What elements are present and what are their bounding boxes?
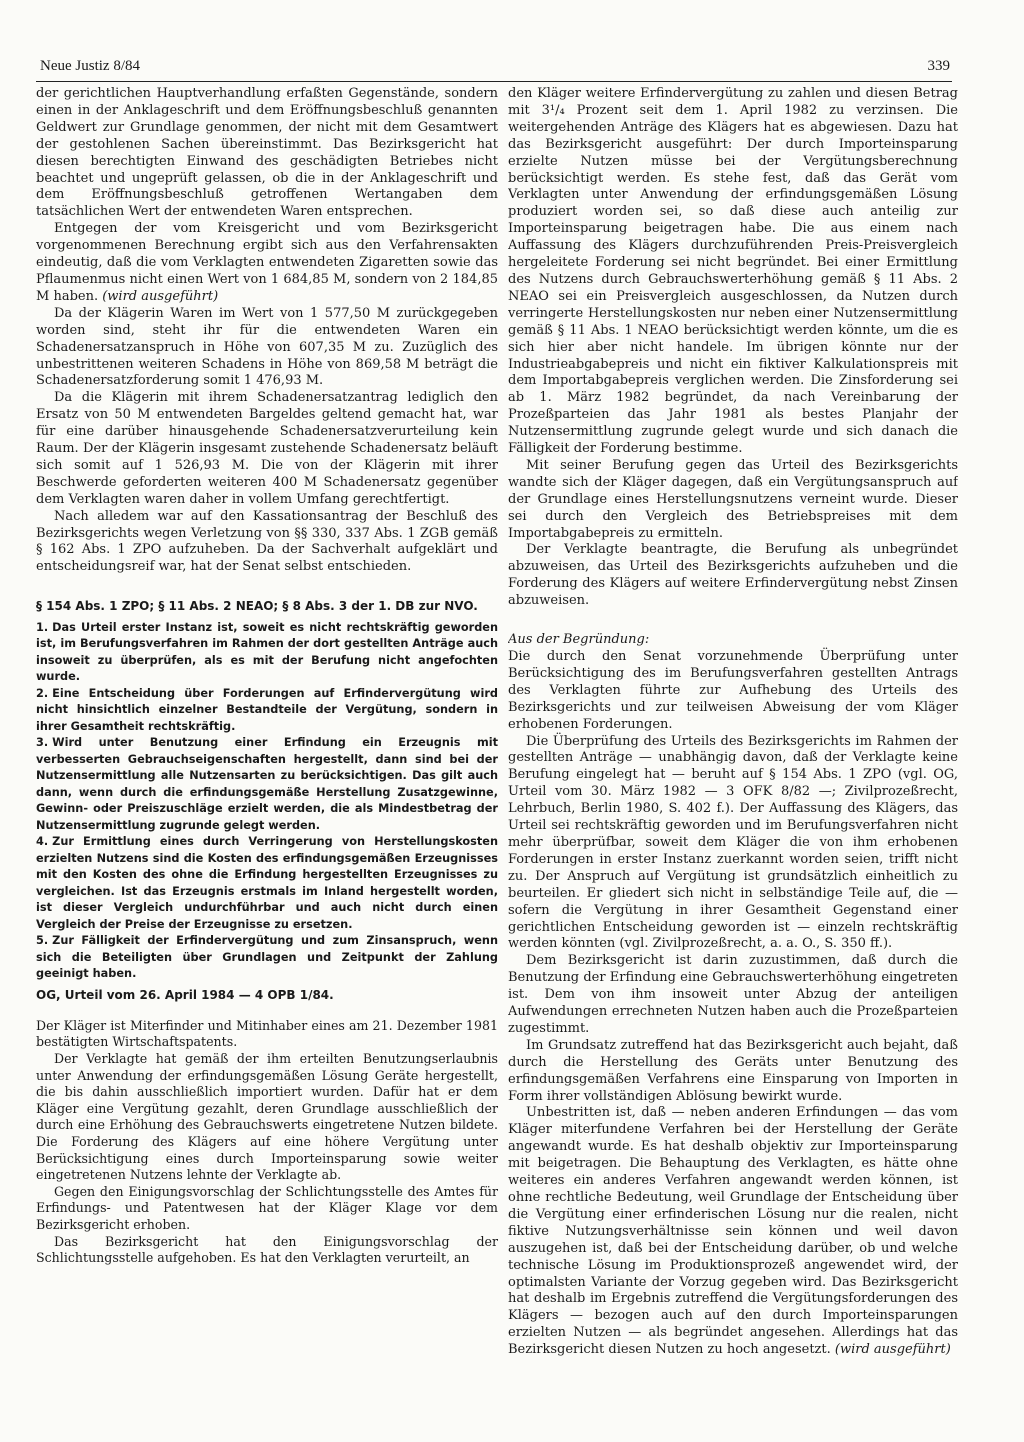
reasons-heading: Aus der Begründung: [508, 632, 650, 648]
paragraph: Da der Klägerin Waren im Wert von 1 577,50 M zurückgegeben worden sind, steht ihr für die entwendeten Waren ein Schadenersatzanspruch in Höhe von 607,35 M zu. Zuzüglich des unbestrittenen weiteren Schadens in Höhe von 869,58 M beträgt die Schadenersatzforderung somit 1 476,93 M. [36, 305, 498, 389]
italic-remark: (wird ausgeführt) [102, 288, 219, 304]
guiding-sentence: 4. Zur Ermittlung eines durch Verringerung von Herstellungskosten erzielten Nutzens sind die Kosten des erfindungsgemäßen Erzeugnisses mit den Kosten des ohne die Erfindung hergestellten Erzeugnisses zu vergleichen. Ist das Erzeugnis erstmals im Inland hergestellt worden, ist dieser Vergleich undurchführbar und auch nicht durch einen Vergleich der Preise der Erzeugnisse zu ersetzen. [36, 835, 498, 931]
paragraph: Das Bezirksgericht hat den Einigungsvorschlag der Schlichtungsstelle aufgehoben. Es hat den Verklagten verurteilt, an [36, 1233, 498, 1266]
paragraph: Die durch den Senat vorzunehmende Überprüfung unter Berücksichtigung des im Berufungsverfahren gestellten Antrags des Verklagten führte zur Aufhebung des Urteils des Bezirksgerichts und zur teilweisen Abweisung der vom Kläger erhobenen Forderungen. [508, 649, 958, 732]
paragraph: der gerichtlichen Hauptverhandlung erfaßten Gegenstände, sondern einen in der Anklageschrift und dem Eröffnungsbeschluß genannten Geldwert zur Grundlage genommen, der nicht mit dem Gesamtwert der gestohlenen Sachen übereinstimmt. Das Bezirksgericht hat diesen berechtigten Einwand des geschädigten Betriebes nicht beachtet und ungeprüft gelassen, ob die in der Anklageschrift und dem Eröffnungsbeschluß getroffenen Wertangaben dem tatsächlichen Wert der entwendeten Waren entsprechen. [36, 86, 498, 220]
right-column [508, 86, 958, 1414]
paragraph: Der Verklagte beantragte, die Berufung als unbegründet abzuweisen, das Urteil des Bezirksgerichts aufzuheben und die Forderung des Klägers auf weitere Erfindervergütung nebst Zinsen abzuweisen. [508, 542, 958, 609]
running-header [40, 58, 950, 80]
paragraph: Unbestritten ist, daß — neben anderen Erfindungen — das vom Kläger miterfundene Verfahren bei der Herstellung der Geräte angewandt wurde. Es hat deshalb objektiv zur Importeinsparung mit beigetragen. Die Behauptung des Verklagten, es hätte ohne weiteres ein anderes Verfahren angewandt werden können, ist ohne rechtliche Bedeutung, weil Grundlage der Entscheidung über die Vergütung einer erfinderischen Lösung nur die realen, nicht fiktive Nutzungsverhältnisse sein können und weil davon auszugehen ist, daß bei der Entscheidung darüber, ob und welche technische Lösung im Produktionsprozeß angewendet wird, der optimalsten Variante der Vorzug gegeben wird. Das Bezirksgericht hat deshalb im Ergebnis zutreffend die Vergütungsforderungen des Klägers — bezogen auch auf den durch Importeinsparungen erzielten Nutzen — als begründet angesehen. Allerdings hat das Bezirksgericht diesen Nutzen zu hoch angesetzt. (wird ausgeführt) [508, 1105, 958, 1358]
paragraph: Dem Bezirksgericht ist darin zuzustimmen, daß durch die Benutzung der Erfindung eine Gebrauchswerterhöhung eingetreten ist. Dem von ihm insoweit unter Abzug der anteiligen Aufwendungen errechneten Nutzen haben auch die Prozeßparteien zugestimmt. [508, 953, 958, 1036]
paragraph: Mit seiner Berufung gegen das Urteil des Bezirksgerichts wandte sich der Kläger dagegen, daß ein Vergütungsanspruch auf der Grundlage eines Herstellungsnutzens verneint wurde. Dieser sei durch den Vergleich des Betriebspreises mit dem Importabgabepreis zu ermitteln. [508, 457, 958, 541]
paragraph: Nach alledem war auf den Kassationsantrag der Beschluß des Bezirksgerichts wegen Verletzung von §§ 330, 337 Abs. 1 ZGB gemäß § 162 Abs. 1 ZPO aufzuheben. Da der Sachverhalt aufgeklärt und entscheidungsreif war, hat der Senat selbst entschieden. [36, 508, 498, 575]
page-number: 339 [927, 58, 950, 74]
paragraph: den Kläger weitere Erfindervergütung zu zahlen und diesen Betrag mit 3¹/₄ Prozent seit dem 1. April 1982 zu verzinsen. Die weitergehenden Anträge des Klägers hat es abgewiesen. Dazu hat das Bezirksgericht ausgeführt: Der durch Importeinsparung erzielte Nutzen müsse bei der Vergütungsberechnung berücksichtigt werden. Es stehe fest, daß das Gerät vom Verklagten unter Anwendung der erfindungsgemäßen Lösung produziert worden sei, so daß diese auch anteilig zur Importeinsparung beigetragen habe. Die aus einem nach Auffassung des Klägers durchzuführenden Preis-Preisvergleich hergeleitete Forderung sei nicht begründet. Bei einer Ermittlung des Nutzens durch Gebrauchswerterhöhung gemäß § 11 Abs. 2 NEAO sei ein Preisvergleich ausgeschlossen, da Nutzen durch verringerte Herstellungskosten nur neben einer Nutzensermittlung gemäß § 11 Abs. 1 NEAO berücksichtigt werden könnte, um die es sich hier aber nicht handele. Im übrigen könnte nur der Industrieabgabepreis und nicht ein fiktiver Kalkulationspreis mit dem Importabgabepreis verglichen werden. Die Zinsforderung sei ab 1. März 1982 begründet, da nach Vereinbarung der Prozeßparteien das Jahr 1981 als bestes Planjahr der Nutzensermittlung zugrunde gelegt wurde und sich danach die Fälligkeit der Forderung bestimme. [508, 86, 958, 457]
court-citation: OG, Urteil vom 26. April 1984 — 4 OPB 1/84. [36, 987, 334, 1002]
guiding-sentence: 2. Eine Entscheidung über Forderungen auf Erfindervergütung wird nicht hinsichtlich einzelner Bestandteile der Vergütung, sondern in ihrer Gesamtheit rechtskräftig. [36, 686, 498, 733]
header-rule [36, 81, 952, 82]
paragraph: Entgegen der vom Kreisgericht und vom Bezirksgericht vorgenommenen Berechnung ergibt sich aus den Verfahrensakten eindeutig, daß die vom Verklagten entwendeten Zigaretten sowie das Pflaumenmus nicht einen Wert von 1 684,85 M, sondern von 2 184,85 M haben. (wird ausgeführt) [36, 221, 498, 304]
journal-title: Neue Justiz 8/84 [40, 58, 140, 74]
left-column [36, 86, 498, 1414]
paragraph: Gegen den Einigungsvorschlag der Schlichtungsstelle des Amtes für Erfindungs- und Patentwesen hat der Kläger Klage vor dem Bezirksgericht erhoben. [36, 1183, 498, 1232]
italic-remark: (wird ausgeführt) [834, 1342, 951, 1358]
guiding-sentence: 5. Zur Fälligkeit der Erfindervergütung und zum Zinsanspruch, wenn sich die Beteiligten über Grundlagen und Zeitpunkt der Zahlung geeinigt haben. [36, 934, 498, 981]
paragraph: Da die Klägerin mit ihrem Schadenersatzantrag lediglich den Ersatz von 50 M entwendeten Bargeldes geltend gemacht hat, war für eine darüber hinausgehende Schadenersatzverurteilung kein Raum. Der der Klägerin insgesamt zustehende Schadenersatz beläuft sich somit auf 1 526,93 M. Die von der Klägerin mit ihrer Beschwerde geforderten weiteren 400 M Schadenersatz gegenüber dem Verklagten waren daher in vollem Umfang gerechtfertigt. [36, 390, 498, 507]
norms-heading: § 154 Abs. 1 ZPO; § 11 Abs. 2 NEAO; § 8 Abs. 3 der 1. DB zur NVO. [36, 599, 478, 614]
guiding-sentence: 1. Das Urteil erster Instanz ist, soweit es nicht rechtskräftig geworden ist, im Berufungsverfahren im Rahmen der dort gestellten Anträge auch insoweit zu überprüfen, als es mit der Berufung nicht angefochten wurde. [36, 620, 498, 684]
paragraph: Der Kläger ist Miterfinder und Mitinhaber eines am 21. Dezember 1981 bestätigten Wirtschaftspatents. [36, 1017, 498, 1050]
paragraph: Der Verklagte hat gemäß der ihm erteilten Benutzungserlaubnis unter Anwendung der erfindungsgemäßen Lösung Geräte hergestellt, die bis dahin ausschließlich importiert wurden. Dafür hat er dem Kläger eine Vergütung gezahlt, deren Grundlage ausschließlich der durch eine Erhöhung des Gebrauchswerts eingetretene Nutzen bildete. Die Forderung des Klägers auf eine höhere Vergütung unter Berücksichtigung eines durch Importeinsparung sowie weiter eingetretenen Nutzens lehnte der Verklagte ab. [36, 1050, 498, 1183]
paragraph: Die Überprüfung des Urteils des Bezirksgerichts im Rahmen der gestellten Anträge — unabhängig davon, daß der Verklagte keine Berufung eingelegt hat — beruht auf § 154 Abs. 1 ZPO (vgl. OG, Urteil vom 30. März 1982 — 3 OFK 8/82 —; Zivilprozeßrecht, Lehrbuch, Berlin 1980, S. 402 f.). Der Auffassung des Klägers, das Urteil sei rechtskräftig geworden und im Berufungsverfahren nicht mehr überprüfbar, soweit dem Kläger die von ihm erhobenen Forderungen in erster Instanz zuerkannt worden seien, trifft nicht zu. Der Anspruch auf Vergütung ist grundsätzlich einheitlich zu beurteilen. Er gliedert sich nicht in selbständige Teile auf, die — sofern die Vergütung in ihrer Gesamtheit Gegenstand einer gerichtlichen Entscheidung geworden ist — einzeln rechtskräftig werden könnten (vgl. Zivilprozeßrecht, a. a. O., S. 350 ff.). [508, 733, 958, 952]
paragraph: Im Grundsatz zutreffend hat das Bezirksgericht auch bejaht, daß durch die Herstellung des Geräts unter Benutzung des erfindungsgemäßen Verfahrens eine Einsparung von Importen in Form ihrer vollständigen Ablösung bewirkt wurde. [508, 1037, 958, 1104]
guiding-sentence: 3. Wird unter Benutzung einer Erfindung ein Erzeugnis mit verbesserten Gebrauchseigenschaften hergestellt, dann sind bei der Nutzensermittlung alle Nutzensarten zu berücksichtigen. Das gilt auch dann, wenn durch die erfindungsgemäße Herstellung Zusatzgewinne, Gewinn- oder Preiszuschläge erzielt werden, die als Mindestbetrag der Nutzensermittlung zugrunde gelegt werden. [36, 736, 498, 832]
